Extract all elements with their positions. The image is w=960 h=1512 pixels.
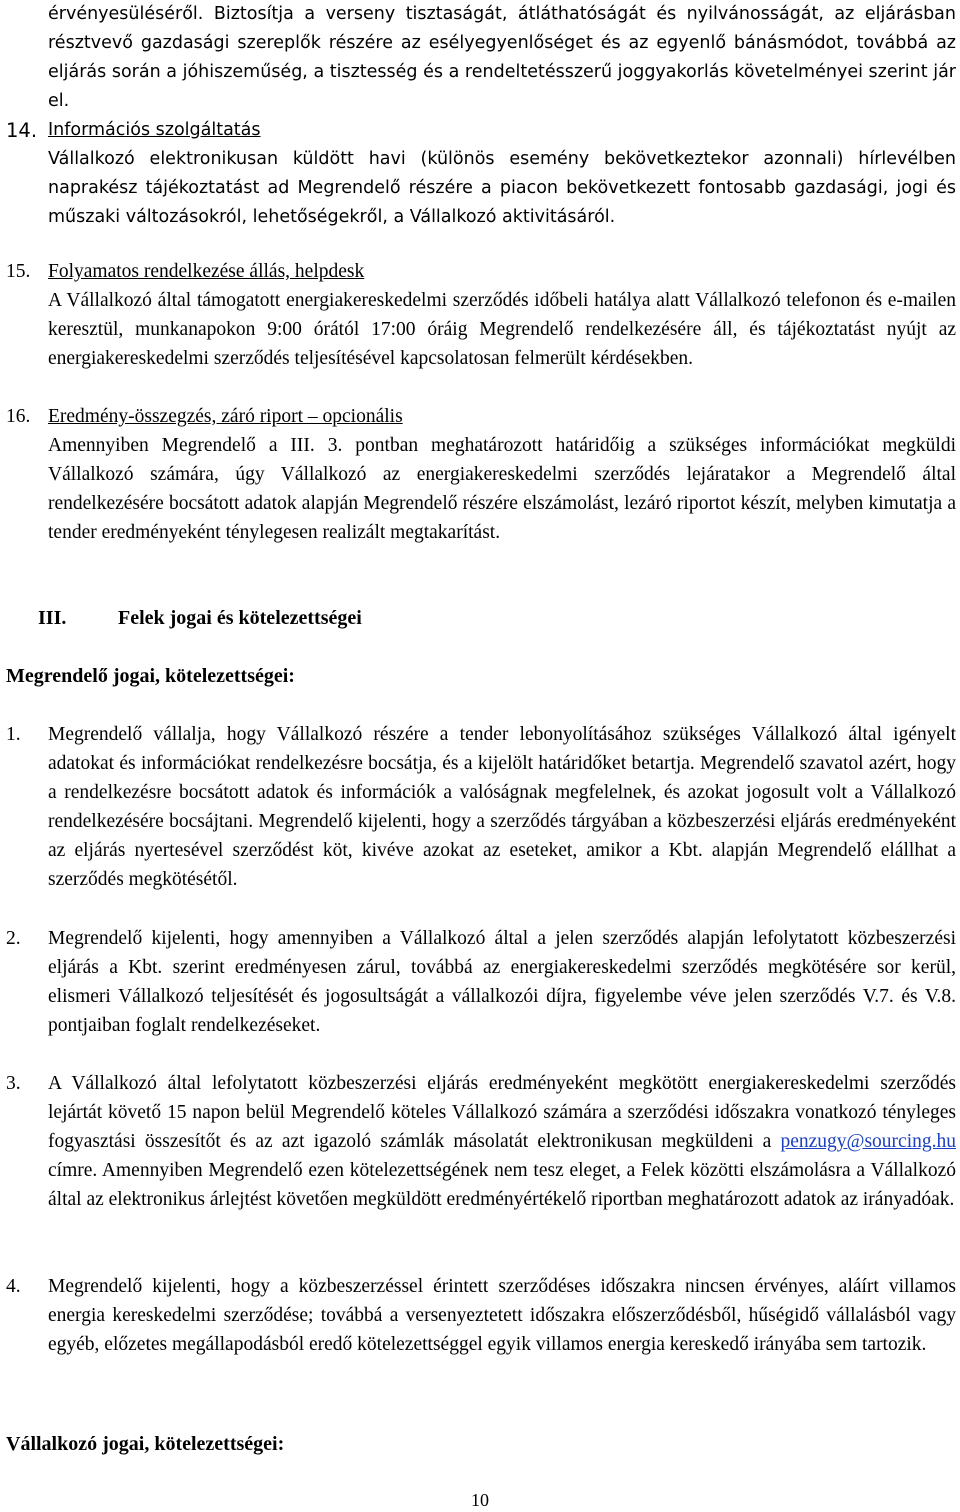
item-number: 1.: [6, 724, 21, 745]
list-item-2: [6, 924, 956, 1040]
intro-paragraph: érvényesüléséről. Biztosítja a verseny tisztaságát, átláthatóságát és nyilvánosságát, az eljárásban résztvevő gazdasági szereplők részére az esélyegyenlőséget és az egyenlő bánásmódot, továbbá az eljárás során a jóhiszeműség, a tisztesség és a rendeltetésszerű joggyakorlás követelményei szerint jár el.: [48, 4, 956, 111]
list-item-1: [6, 720, 956, 894]
list-item-16: [6, 402, 956, 547]
section-title: Felek jogai és kötelezettségei: [118, 607, 362, 629]
subheading-contractor-rights: Vállalkozó jogai, kötelezettségei:: [6, 1433, 285, 1455]
item-body-text: A Vállalkozó által lefolytatott közbeszerzési eljárás eredményeként megkötött energiakereskedelmi szerződés lejártát követő 15 napon belül Megrendelő köteles Vállalkozó számára a szerződési időszakra vonatkozó tényleges fogyasztási összesítőt és az azt igazoló számlák másolatát elektronikusan megküldeni a: [48, 1073, 956, 1152]
item-body-text-after: címre. Amennyiben Megrendelő ezen kötelezettségének nem tesz eleget, a Felek közötti elszámolásra a Vállalkozó által az elektronikus árlejtést követően megküldött eredményértékelő riportban meghatározott adatok az irányadóak.: [48, 1160, 956, 1210]
item-title: Információs szolgáltatás: [48, 120, 261, 140]
section-numeral: III.: [38, 607, 67, 629]
item-body: Megrendelő kijelenti, hogy a közbeszerzéssel érintett szerződéses időszakra nincsen érvényes, aláírt villamos energia kereskedelmi szerződése; továbbá a versenyeztetett időszakra előszerződésből, hűségidő vállalásból vagy egyéb, előzetes megállapodásból eredő kötelezettséggel egyik villamos energia kereskedő irányába sem tartozik.: [48, 1276, 956, 1355]
item-number: 3.: [6, 1073, 21, 1094]
item-body: [48, 1069, 956, 1214]
item-body: Vállalkozó elektronikusan küldött havi (különös esemény bekövetkeztekor azonnali) hírlevélben naprakész tájékoztatást ad Megrendelő részére a piacon bekövetkezett fontosabb gazdasági, jogi és műszaki változásokról, lehetőségekről, a Vállalkozó aktivitásáról.: [48, 149, 956, 227]
item-body: Amennyiben Megrendelő a III. 3. pontban meghatározott határidőig a szükséges információkat megküldi Vállalkozó számára, úgy Vállalkozó az energiakereskedelmi szerződés lejáratakor a Megrendelő által rendelkezésére bocsátott adatok alapján Megrendelő részére elszámolást, lezáró riportot készít, melyben kimutatja a tender eredményeként ténylegesen realizált megtakarítást.: [48, 435, 956, 543]
list-item-4: [6, 1272, 956, 1359]
list-item-3: [6, 1069, 956, 1214]
page-number: 10: [471, 1490, 489, 1510]
item-number: 2.: [6, 928, 21, 949]
email-link[interactable]: penzugy@sourcing.hu: [780, 1131, 956, 1152]
item-number: 16.: [6, 406, 31, 427]
item-number: 15.: [6, 261, 31, 282]
item-number: 14.: [6, 119, 38, 142]
list-item-14: [6, 116, 956, 232]
item-body: A Vállalkozó által támogatott energiakereskedelmi szerződés időbeli hatálya alatt Vállalkozó telefonon és e-mailen keresztül, munkanapokon 9:00 órától 17:00 óráig Megrendelő rendelkezésére áll, és tájékoztatást nyújt az energiakereskedelmi szerződés teljesítésével kapcsolatosan felmerült kérdésekben.: [48, 290, 956, 369]
subheading-client-rights: Megrendelő jogai, kötelezettségei:: [6, 665, 295, 687]
item-title: Folyamatos rendelkezése állás, helpdesk: [48, 261, 365, 282]
item-body: Megrendelő kijelenti, hogy amennyiben a Vállalkozó által a jelen szerződés alapján lefolytatott közbeszerzési eljárás a Kbt. szerint eredményesen zárul, továbbá az energiakereskedelmi szerződés megkötésére sor kerül, elismeri Vállalkozó teljesítését és jogosultságát a vállalkozói díjra, figyelembe véve jelen szerződés V.7. és V.8. pontjaiban foglalt rendelkezéseket.: [48, 928, 956, 1036]
list-item-15: [6, 257, 956, 373]
item-number: 4.: [6, 1276, 21, 1297]
item-body: Megrendelő vállalja, hogy Vállalkozó részére a tender lebonyolításához szükséges Vállalkozó által igényelt adatokat és információkat rendelkezésre bocsátja, és a kijelölt határidőket betartja. Megrendelő szavatol azért, hogy a rendelkezésre bocsátott adatok és információk a valóságnak megfelelnek, és azokat jogosult volt a Vállalkozó rendelkezésére bocsájtani. Megrendelő kijelenti, hogy a szerződés tárgyában a közbeszerzési eljárás eredményeként az eljárás nyertesével szerződést köt, kivéve azokat az eseteket, amikor a Kbt. alapján Megrendelő elállhat a szerződés megkötésétől.: [48, 724, 956, 890]
item-title: Eredmény-összegzés, záró riport – opcionális: [48, 406, 403, 427]
